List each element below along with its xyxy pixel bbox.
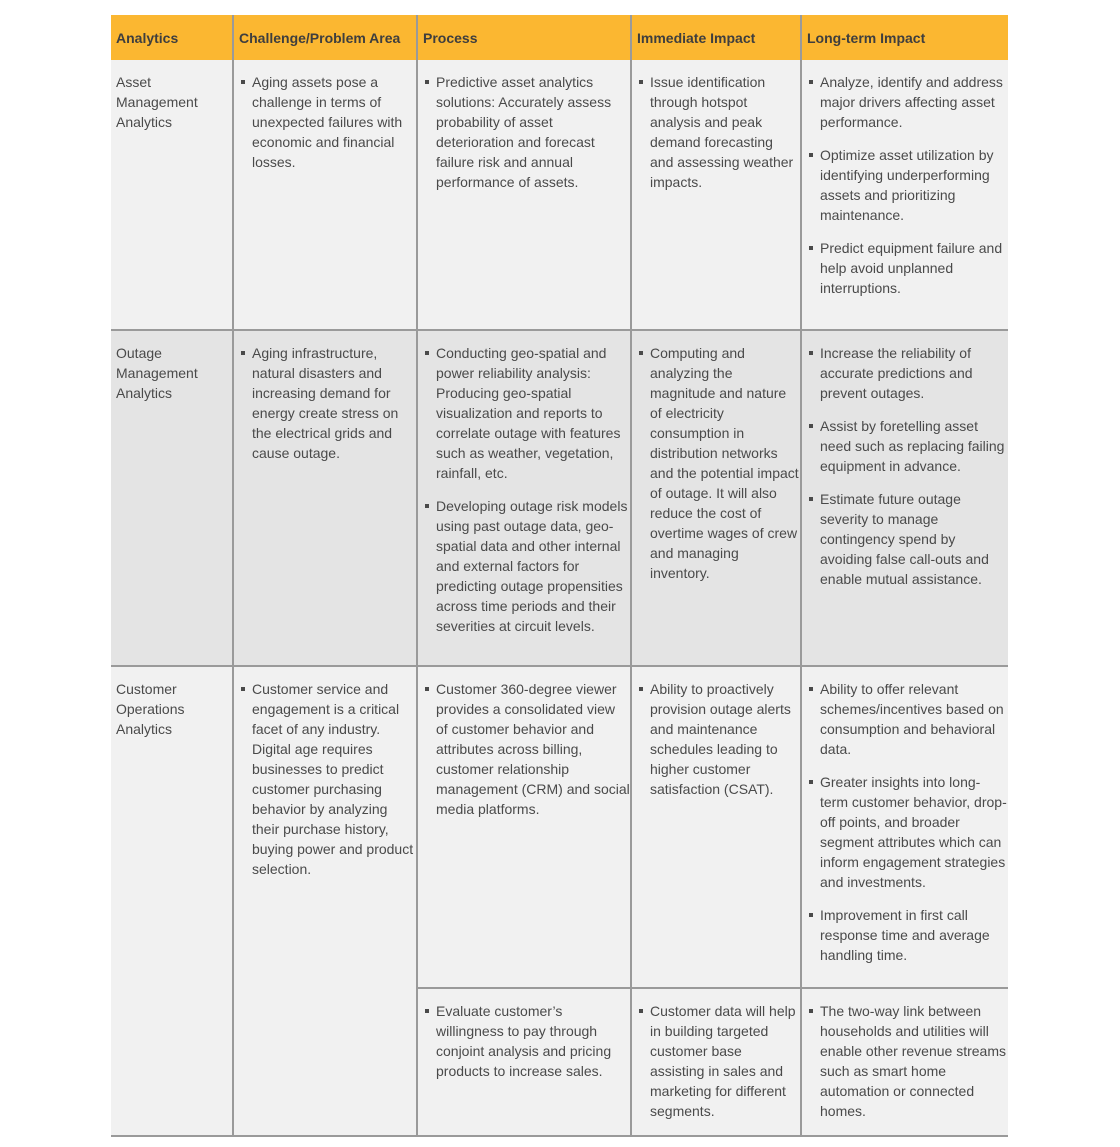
bullet-item: Aging infrastructure, natural disasters and increasing demand for energy create stress on the electrical grids and cause outage. xyxy=(239,343,416,463)
analytics-cell xyxy=(111,330,233,666)
bullet-item: Improvement in first call response time and average handling time. xyxy=(807,905,1008,965)
header-analytics: Analytics xyxy=(111,15,233,60)
long-term-impact-cell xyxy=(801,988,1008,1136)
bullet-item: Customer 360-degree viewer provides a consolidated view of customer behavior and attributes across billing, customer relationship management (CRM) and social media platforms. xyxy=(423,679,630,819)
bullet-item: Increase the reliability of accurate predictions and prevent outages. xyxy=(807,343,1008,403)
header-immediate-impact: Immediate Impact xyxy=(631,15,801,60)
long-term-impact-cell xyxy=(801,666,1008,988)
bullet-item: Analyze, identify and address major drivers affecting asset performance. xyxy=(807,72,1008,132)
analytics-label: Outage Management Analytics xyxy=(116,345,198,401)
process-cell xyxy=(417,60,631,330)
analytics-cell xyxy=(111,60,233,330)
bullet-item: Conducting geo-spatial and power reliability analysis: Producing geo-spatial visualization and reports to correlate outage with features such as weather, vegetation, rainfall, etc. xyxy=(423,343,630,483)
long-term-impact-cell xyxy=(801,60,1008,330)
immediate-impact-cell xyxy=(631,60,801,330)
bullet-item: Customer service and engagement is a critical facet of any industry. Digital age requires businesses to predict customer purchasing behavior by analyzing their purchase history, buying power and product selection. xyxy=(239,679,416,879)
table-row-outage-management xyxy=(111,330,1008,666)
analytics-label: Customer Operations Analytics xyxy=(116,681,185,737)
process-cell xyxy=(417,988,631,1136)
bullet-item: Evaluate customer’s willingness to pay through conjoint analysis and pricing products to increase sales. xyxy=(423,1001,630,1081)
challenge-cell xyxy=(233,330,417,666)
bullet-item: The two-way link between households and utilities will enable other revenue streams such as smart home automation or connected homes. xyxy=(807,1001,1008,1121)
analytics-table xyxy=(111,15,1008,1137)
table-row-customer-operations xyxy=(111,666,1008,988)
bullet-item: Greater insights into long-term customer behavior, drop-off points, and broader segment attributes which can inform engagement strategies and investments. xyxy=(807,772,1008,892)
header-process: Process xyxy=(417,15,631,60)
long-term-impact-cell xyxy=(801,330,1008,666)
bullet-item: Issue identification through hotspot analysis and peak demand forecasting and assessing weather impacts. xyxy=(637,72,800,192)
header-row xyxy=(111,15,1008,60)
challenge-cell xyxy=(233,666,417,1136)
immediate-impact-cell xyxy=(631,666,801,988)
bullet-item: Optimize asset utilization by identifying underperforming assets and prioritizing maintenance. xyxy=(807,145,1008,225)
bullet-item: Ability to offer relevant schemes/incentives based on consumption and behavioral data. xyxy=(807,679,1008,759)
analytics-cell xyxy=(111,666,233,1136)
bullet-item: Ability to proactively provision outage alerts and maintenance schedules leading to higher customer satisfaction (CSAT). xyxy=(637,679,800,799)
bullet-item: Predict equipment failure and help avoid unplanned interruptions. xyxy=(807,238,1008,298)
header-challenge: Challenge/Problem Area xyxy=(233,15,417,60)
header-long-term-impact: Long-term Impact xyxy=(801,15,1008,60)
bullet-item: Predictive asset analytics solutions: Accurately assess probability of asset deterioration and forecast failure risk and annual performance of assets. xyxy=(423,72,630,192)
bullet-item: Computing and analyzing the magnitude and nature of electricity consumption in distribution networks and the potential impact of outage. It will also reduce the cost of overtime wages of crew and managing inventory. xyxy=(637,343,800,583)
table-row-asset-management xyxy=(111,60,1008,330)
analytics-label: Asset Management Analytics xyxy=(116,74,198,130)
process-cell xyxy=(417,666,631,988)
process-cell xyxy=(417,330,631,666)
bullet-item: Assist by foretelling asset need such as replacing failing equipment in advance. xyxy=(807,416,1008,476)
bullet-item: Developing outage risk models using past outage data, geo-spatial data and other internal and external factors for predicting outage propensities across time periods and their severities at circuit levels. xyxy=(423,496,630,636)
challenge-cell xyxy=(233,60,417,330)
immediate-impact-cell xyxy=(631,330,801,666)
bullet-item: Estimate future outage severity to manage contingency spend by avoiding false call-outs and enable mutual assistance. xyxy=(807,489,1008,589)
bullet-item: Aging assets pose a challenge in terms of unexpected failures with economic and financial losses. xyxy=(239,72,416,172)
immediate-impact-cell xyxy=(631,988,801,1136)
bullet-item: Customer data will help in building targeted customer base assisting in sales and marketing for different segments. xyxy=(637,1001,800,1121)
